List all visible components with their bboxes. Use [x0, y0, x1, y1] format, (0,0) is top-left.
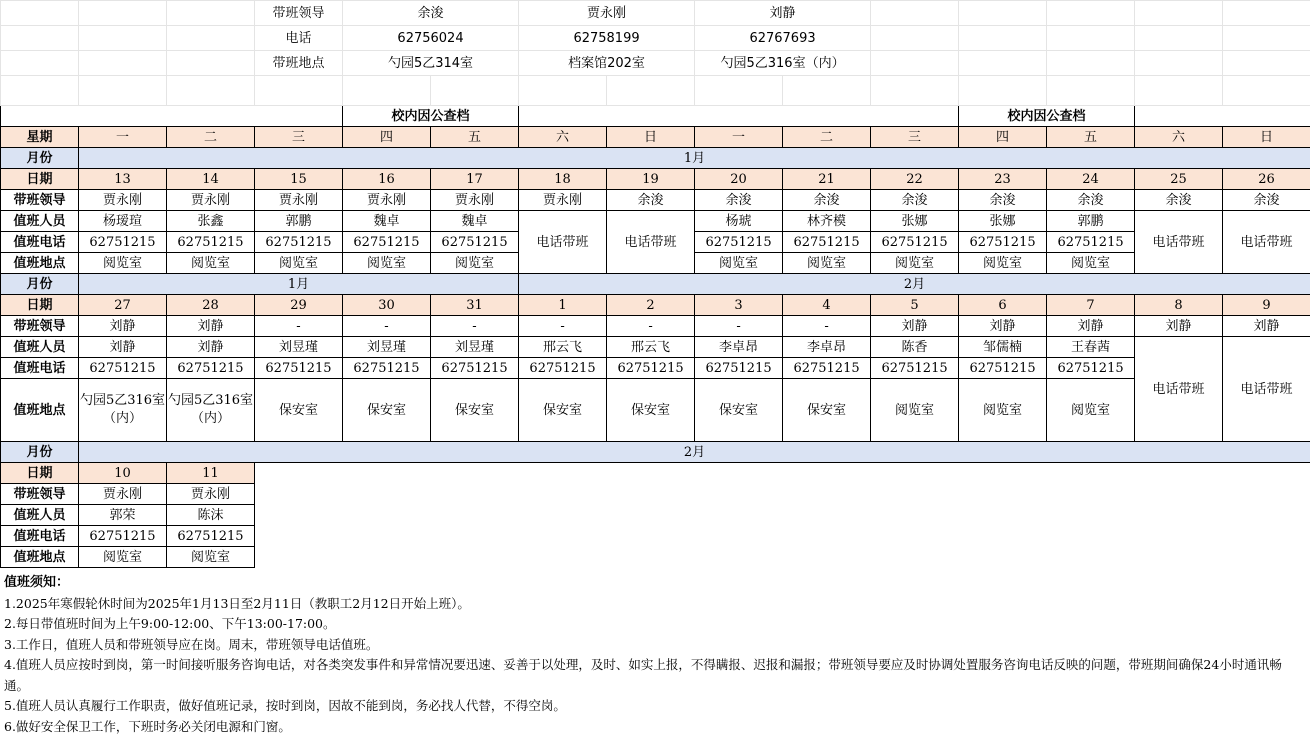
- header-leader-phone: 62758199: [519, 26, 695, 51]
- phone-cell: 62751215: [343, 232, 431, 253]
- date-cell: 31: [431, 295, 519, 316]
- staff-cell: 郭鹏: [255, 211, 343, 232]
- staff-label: 值班人员: [1, 211, 79, 232]
- date-label: 日期: [1, 295, 79, 316]
- staff-cell: 邢云飞: [607, 337, 695, 358]
- place-cell: 阅览室: [871, 379, 959, 442]
- place-cell: 阅览室: [255, 253, 343, 274]
- staff-cell: 邹儒楠: [959, 337, 1047, 358]
- place-cell: 阅览室: [167, 547, 255, 568]
- phone-cell: 62751215: [343, 358, 431, 379]
- staff-cell: 魏卓: [431, 211, 519, 232]
- leader-cell: -: [695, 316, 783, 337]
- weekday-cell: 五: [1047, 127, 1135, 148]
- leader-cell: 余浚: [959, 190, 1047, 211]
- weekday-label: 星期: [1, 127, 79, 148]
- staff-cell: 郭荣: [79, 505, 167, 526]
- leader-cell: -: [607, 316, 695, 337]
- phone-cell: 62751215: [607, 358, 695, 379]
- staff-cell: 李卓昂: [783, 337, 871, 358]
- phone-cell: 62751215: [431, 232, 519, 253]
- place-cell: 阅览室: [79, 547, 167, 568]
- phone-cell: 62751215: [1047, 232, 1135, 253]
- phone-duty-cell: 电话带班: [607, 211, 695, 274]
- phone-cell: 62751215: [871, 358, 959, 379]
- week1-date-row: [1, 169, 1310, 190]
- month-label: 月份: [1, 148, 79, 169]
- staff-cell: 刘昱瑾: [343, 337, 431, 358]
- weekday-cell: 日: [607, 127, 695, 148]
- weekday-cell: 四: [959, 127, 1047, 148]
- date-cell: 22: [871, 169, 959, 190]
- leader-cell: 刘静: [167, 316, 255, 337]
- date-cell: 2: [607, 295, 695, 316]
- header-leader-place: 勺园5乙316室（内）: [695, 51, 871, 76]
- phone-cell: 62751215: [519, 358, 607, 379]
- month-cell: 2月: [79, 442, 1310, 463]
- place-cell: 保安室: [519, 379, 607, 442]
- phone-cell: 62751215: [783, 232, 871, 253]
- date-cell: 4: [783, 295, 871, 316]
- place-cell: 阅览室: [1047, 379, 1135, 442]
- header-leader-name: 刘静: [695, 1, 871, 26]
- place-cell: 勺园5乙316室（内）: [79, 379, 167, 442]
- weekday-row: [1, 127, 1310, 148]
- leader-cell: 贾永刚: [343, 190, 431, 211]
- week2-phone-row: [1, 358, 1310, 379]
- phone-cell: 62751215: [167, 358, 255, 379]
- date-cell: 16: [343, 169, 431, 190]
- place-cell: 保安室: [607, 379, 695, 442]
- note-item: 3.工作日，值班人员和带班领导应在岗。周末，带班领导电话值班。: [4, 636, 379, 652]
- date-cell: 7: [1047, 295, 1135, 316]
- phone-duty-cell: 电话带班: [1223, 337, 1310, 442]
- place-cell: 保安室: [783, 379, 871, 442]
- staff-cell: 刘昱瑾: [255, 337, 343, 358]
- week3-month-row: [1, 442, 1310, 463]
- month-cell: 2月: [519, 274, 1310, 295]
- staff-cell: 杨琥: [695, 211, 783, 232]
- duty-notes: [4, 573, 1306, 737]
- leader-cell: 贾永刚: [167, 484, 255, 505]
- date-cell: 10: [79, 463, 167, 484]
- header-leader-phone: 62756024: [343, 26, 519, 51]
- staff-cell: 刘静: [79, 337, 167, 358]
- header-place-label: 带班地点: [255, 51, 343, 76]
- phone-duty-cell: 电话带班: [519, 211, 607, 274]
- place-cell: 阅览室: [695, 253, 783, 274]
- phone-cell: 62751215: [167, 232, 255, 253]
- week3-leader-row: [1, 484, 1310, 505]
- date-cell: 27: [79, 295, 167, 316]
- staff-cell: 陈香: [871, 337, 959, 358]
- staff-cell: 郭鹏: [1047, 211, 1135, 232]
- place-cell: 阅览室: [431, 253, 519, 274]
- leader-cell: -: [255, 316, 343, 337]
- date-cell: 30: [343, 295, 431, 316]
- weekday-cell: 日: [1223, 127, 1310, 148]
- leader-cell: -: [431, 316, 519, 337]
- place-label: 值班地点: [1, 379, 79, 442]
- place-cell: 阅览室: [343, 253, 431, 274]
- leader-cell: 余浚: [607, 190, 695, 211]
- phone-cell: 62751215: [255, 232, 343, 253]
- phone-cell: 62751215: [79, 232, 167, 253]
- phone-cell: 62751215: [783, 358, 871, 379]
- week2-staff-row: [1, 337, 1310, 358]
- staff-cell: 张娜: [871, 211, 959, 232]
- date-cell: 5: [871, 295, 959, 316]
- notes-title: 值班须知：: [4, 575, 70, 590]
- header-row-phone: [1, 26, 1310, 51]
- week3-date-row: [1, 463, 1310, 484]
- leader-cell: 贾永刚: [519, 190, 607, 211]
- header-leader-phone: 62767693: [695, 26, 871, 51]
- leader-cell: 贾永刚: [79, 484, 167, 505]
- note-item: 4.值班人员应按时到岗，第一时间接听服务咨询电话，对各类突发事件和异常情况要迅速、妥善于以处理，及时、如实上报，不得瞒报、迟报和漏报；带班领导要应及时协调处置服务咨询电话反映的问题，带班期间确保24小时通讯畅通。: [4, 657, 1282, 693]
- header-row-leader: [1, 1, 1310, 26]
- phone-cell: 62751215: [959, 232, 1047, 253]
- place-cell: 阅览室: [959, 379, 1047, 442]
- phone-label: 值班电话: [1, 358, 79, 379]
- week2-month-row: [1, 274, 1310, 295]
- month-label: 月份: [1, 442, 79, 463]
- place-cell: 阅览室: [1047, 253, 1135, 274]
- weekday-cell: 三: [255, 127, 343, 148]
- date-cell: 11: [167, 463, 255, 484]
- week2-place-row: [1, 379, 1310, 442]
- staff-cell: 林齐模: [783, 211, 871, 232]
- header-leader-label: 带班领导: [255, 1, 343, 26]
- phone-cell: 62751215: [255, 358, 343, 379]
- place-label: 值班地点: [1, 547, 79, 568]
- date-cell: 3: [695, 295, 783, 316]
- week1-leader-row: [1, 190, 1310, 211]
- weekday-cell: 二: [783, 127, 871, 148]
- month-label: 月份: [1, 274, 79, 295]
- leader-cell: 刘静: [1223, 316, 1310, 337]
- leader-cell: 贾永刚: [167, 190, 255, 211]
- staff-cell: 李卓昂: [695, 337, 783, 358]
- leader-cell: 余浚: [783, 190, 871, 211]
- place-cell: 阅览室: [871, 253, 959, 274]
- weekday-cell: 三: [871, 127, 959, 148]
- phone-cell: 62751215: [959, 358, 1047, 379]
- date-cell: 6: [959, 295, 1047, 316]
- place-cell: 保安室: [695, 379, 783, 442]
- note-item: 1.2025年寒假轮休时间为2025年1月13日至2月11日（教职工2月12日开始上班）。: [4, 595, 470, 611]
- note-item: 6.做好安全保卫工作，下班时务必关闭电源和门窗。: [4, 718, 291, 734]
- week2-date-row: [1, 295, 1310, 316]
- weekday-cell: 一: [79, 127, 167, 148]
- leader-cell: 贾永刚: [431, 190, 519, 211]
- date-cell: 18: [519, 169, 607, 190]
- staff-cell: 王春茜: [1047, 337, 1135, 358]
- header-leader-place: 档案馆202室: [519, 51, 695, 76]
- date-cell: 24: [1047, 169, 1135, 190]
- note-item: 2.每日带值班时间为上午9:00-12:00、下午13:00-17:00。: [4, 616, 336, 631]
- staff-cell: 魏卓: [343, 211, 431, 232]
- staff-cell: 陈沫: [167, 505, 255, 526]
- leader-cell: 余浚: [1135, 190, 1223, 211]
- header-leader-name: 余浚: [343, 1, 519, 26]
- weekday-cell: 二: [167, 127, 255, 148]
- date-cell: 25: [1135, 169, 1223, 190]
- place-label: 值班地点: [1, 253, 79, 274]
- phone-cell: 62751215: [695, 232, 783, 253]
- date-label: 日期: [1, 463, 79, 484]
- place-cell: 保安室: [343, 379, 431, 442]
- leader-label: 带班领导: [1, 190, 79, 211]
- date-cell: 19: [607, 169, 695, 190]
- place-cell: 阅览室: [959, 253, 1047, 274]
- leader-cell: 余浚: [871, 190, 959, 211]
- header-row-place: [1, 51, 1310, 76]
- place-cell: 保安室: [431, 379, 519, 442]
- phone-duty-cell: 电话带班: [1223, 211, 1310, 274]
- week3-phone-row: [1, 526, 1310, 547]
- date-cell: 21: [783, 169, 871, 190]
- header-leader-name: 贾永刚: [519, 1, 695, 26]
- phone-cell: 62751215: [79, 526, 167, 547]
- place-cell: 保安室: [255, 379, 343, 442]
- leader-cell: 刘静: [1135, 316, 1223, 337]
- week2-leader-row: [1, 316, 1310, 337]
- spacer-row: [1, 76, 1310, 106]
- note-item: 5.值班人员认真履行工作职责，做好值班记录，按时到岗，因故不能到岗，务必找人代替，不得空岗。: [4, 698, 566, 713]
- month-cell: 1月: [79, 274, 519, 295]
- phone-label: 值班电话: [1, 232, 79, 253]
- leader-cell: 刘静: [1047, 316, 1135, 337]
- date-cell: 17: [431, 169, 519, 190]
- phone-duty-cell: 电话带班: [1135, 211, 1223, 274]
- date-cell: 8: [1135, 295, 1223, 316]
- header-leader-place: 勺园5乙314室: [343, 51, 519, 76]
- phone-label: 值班电话: [1, 526, 79, 547]
- special-archive-title: 校内因公查档: [959, 106, 1135, 127]
- leader-cell: 贾永刚: [79, 190, 167, 211]
- place-cell: 阅览室: [783, 253, 871, 274]
- place-cell: 阅览室: [167, 253, 255, 274]
- date-cell: 23: [959, 169, 1047, 190]
- week3-place-row: [1, 547, 1310, 568]
- leader-cell: 刘静: [79, 316, 167, 337]
- staff-label: 值班人员: [1, 505, 79, 526]
- phone-cell: 62751215: [695, 358, 783, 379]
- place-cell: 勺园5乙316室（内）: [167, 379, 255, 442]
- staff-label: 值班人员: [1, 337, 79, 358]
- leader-cell: 余浚: [1047, 190, 1135, 211]
- leader-cell: 余浚: [1223, 190, 1310, 211]
- phone-cell: 62751215: [871, 232, 959, 253]
- date-cell: 9: [1223, 295, 1310, 316]
- week1-month-row: [1, 148, 1310, 169]
- leader-label: 带班领导: [1, 484, 79, 505]
- leader-cell: -: [519, 316, 607, 337]
- special-title-row: [1, 106, 1310, 127]
- phone-cell: 62751215: [1047, 358, 1135, 379]
- leader-cell: 刘静: [871, 316, 959, 337]
- staff-cell: 杨瑷瑄: [79, 211, 167, 232]
- leader-cell: 刘静: [959, 316, 1047, 337]
- date-cell: 13: [79, 169, 167, 190]
- staff-cell: 张鑫: [167, 211, 255, 232]
- staff-cell: 张娜: [959, 211, 1047, 232]
- date-cell: 14: [167, 169, 255, 190]
- staff-cell: 刘昱瑾: [431, 337, 519, 358]
- leader-cell: -: [343, 316, 431, 337]
- weekday-cell: 一: [695, 127, 783, 148]
- date-cell: 1: [519, 295, 607, 316]
- date-cell: 15: [255, 169, 343, 190]
- staff-cell: 邢云飞: [519, 337, 607, 358]
- date-cell: 20: [695, 169, 783, 190]
- special-archive-title: 校内因公查档: [343, 106, 519, 127]
- phone-cell: 62751215: [167, 526, 255, 547]
- leader-cell: 余浚: [695, 190, 783, 211]
- weekday-cell: 六: [1135, 127, 1223, 148]
- phone-cell: 62751215: [79, 358, 167, 379]
- month-cell: 1月: [79, 148, 1310, 169]
- leader-cell: -: [783, 316, 871, 337]
- date-cell: 29: [255, 295, 343, 316]
- phone-cell: 62751215: [431, 358, 519, 379]
- leader-label: 带班领导: [1, 316, 79, 337]
- weekday-cell: 四: [343, 127, 431, 148]
- staff-cell: 刘静: [167, 337, 255, 358]
- weekday-cell: 六: [519, 127, 607, 148]
- date-cell: 26: [1223, 169, 1310, 190]
- weekday-cell: 五: [431, 127, 519, 148]
- place-cell: 阅览室: [79, 253, 167, 274]
- date-cell: 28: [167, 295, 255, 316]
- phone-duty-cell: 电话带班: [1135, 337, 1223, 442]
- date-label: 日期: [1, 169, 79, 190]
- week1-staff-row: [1, 211, 1310, 232]
- leader-cell: 贾永刚: [255, 190, 343, 211]
- week3-staff-row: [1, 505, 1310, 526]
- header-phone-label: 电话: [255, 26, 343, 51]
